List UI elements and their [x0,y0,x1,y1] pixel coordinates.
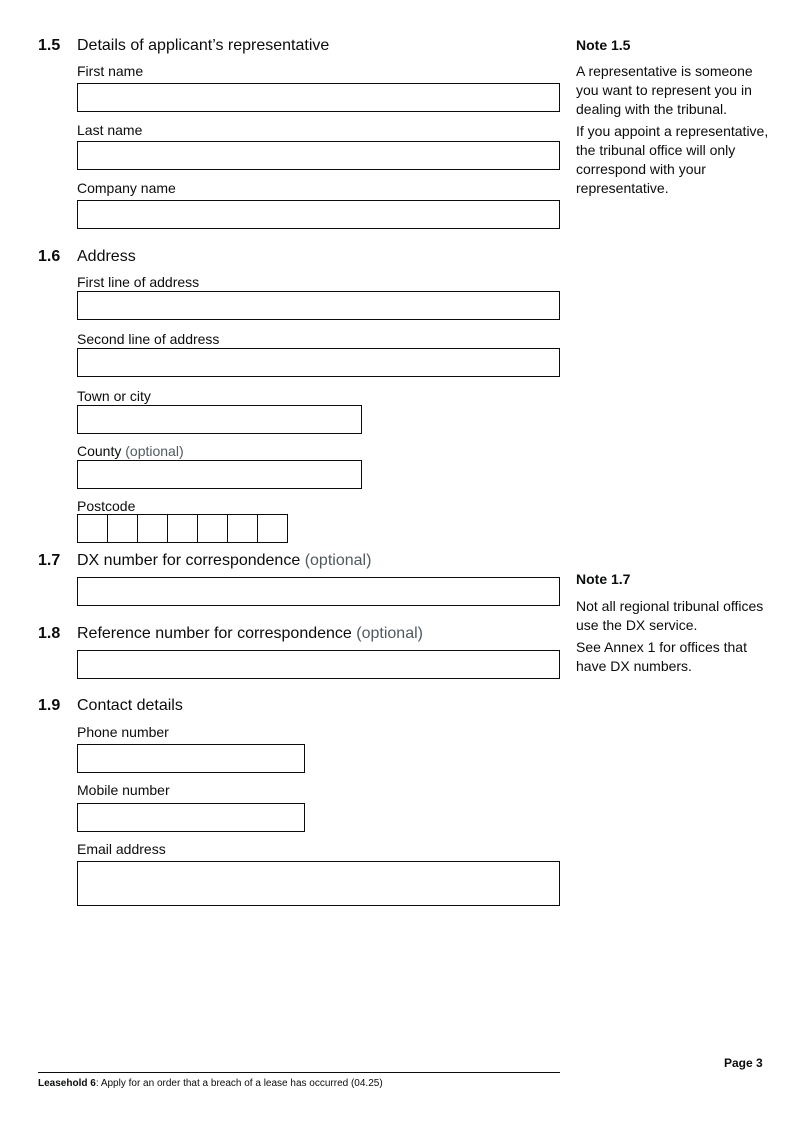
postcode-char-box[interactable] [107,514,138,543]
footer-form-description: : Apply for an order that a breach of a lease has occurred (04.25) [95,1078,383,1089]
first-name-input[interactable] [77,83,560,112]
county-label-text: County [77,443,122,459]
last-name-input[interactable] [77,141,560,170]
address-line-1-label: First line of address [77,274,200,290]
address-line-2-input[interactable] [77,348,560,377]
reference-number-optional-hint: (optional) [356,625,423,642]
note-1-5-paragraph-1: A representative is someone you want to represent you in dealing with the tribunal. [576,63,753,117]
mobile-number-label: Mobile number [77,782,170,798]
postcode-char-box[interactable] [167,514,198,543]
county-input[interactable] [77,460,362,489]
section-number-1-8: 1.8 [38,625,61,642]
note-1-7-paragraph-1: Not all regional tribunal offices use the DX service. [576,598,764,633]
footer-divider [38,1072,560,1073]
section-title-1-5: Details of applicant’s representative [77,37,330,54]
section-number-1-6: 1.6 [38,248,61,265]
town-input[interactable] [77,405,362,434]
phone-number-label: Phone number [77,724,169,740]
address-line-2-label: Second line of address [77,331,220,347]
note-1-5-paragraph-2: If you appoint a representative, the tribunal office will only correspond with your representative. [576,123,769,196]
section-title-1-9: Contact details [77,697,183,714]
postcode-char-box[interactable] [77,514,108,543]
first-name-label: First name [77,63,144,79]
note-1-7-paragraph-2: See Annex 1 for offices that have DX numbers. [576,639,747,674]
mobile-number-input[interactable] [77,803,305,832]
section-number-1-7: 1.7 [38,552,61,569]
postcode-char-box[interactable] [227,514,258,543]
footer-form-name: Leasehold 6 [38,1078,96,1089]
last-name-label: Last name [77,122,143,138]
section-number-1-5: 1.5 [38,37,61,54]
email-address-input[interactable] [77,861,560,906]
town-label: Town or city [77,388,151,404]
company-name-label: Company name [77,180,176,196]
email-address-label: Email address [77,841,166,857]
section-title-1-7 [77,552,371,570]
dx-number-optional-hint: (optional) [304,552,372,569]
address-line-1-input[interactable] [77,291,560,320]
company-name-input[interactable] [77,200,560,229]
reference-number-input[interactable] [77,650,560,679]
dx-number-input[interactable] [77,577,560,606]
postcode-input[interactable] [77,514,288,543]
dx-number-title: DX number for correspondence [77,552,301,569]
county-optional-hint: (optional) [125,443,184,459]
phone-number-input[interactable] [77,744,305,773]
note-1-7-title: Note 1.7 [576,571,631,587]
postcode-char-box[interactable] [257,514,288,543]
county-label [77,443,184,459]
postcode-label: Postcode [77,498,136,514]
postcode-char-box[interactable] [197,514,228,543]
page-number: Page 3 [724,1056,763,1070]
section-title-1-8 [77,625,423,643]
footer-form-info [38,1078,383,1089]
postcode-char-box[interactable] [137,514,168,543]
reference-number-title: Reference number for correspondence [77,625,352,642]
section-number-1-9: 1.9 [38,697,61,714]
note-1-5-title: Note 1.5 [576,37,631,53]
section-title-1-6: Address [77,248,136,265]
